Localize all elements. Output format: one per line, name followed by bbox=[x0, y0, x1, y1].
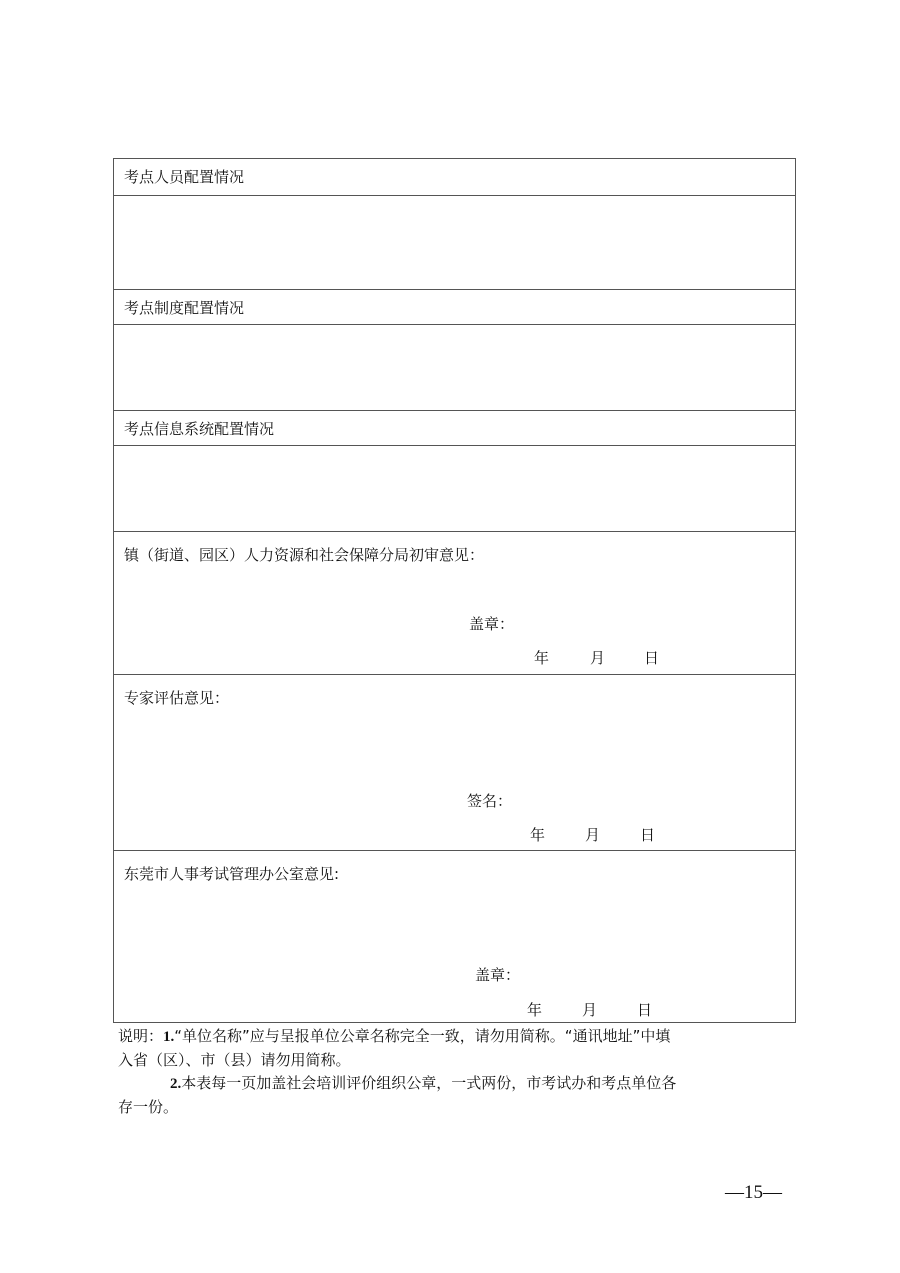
opinion-label-expert: 专家评估意见： bbox=[124, 689, 230, 707]
opinion-block-exam-office bbox=[114, 850, 795, 1022]
note-1-text-line-1: “单位名称”应与呈报单位公章名称完全一致，请勿用简称。“通讯地址”中填 bbox=[174, 1027, 671, 1045]
section-header-info-system bbox=[114, 410, 795, 445]
section-label-regulations: 考点制度配置情况 bbox=[124, 299, 245, 317]
note-1-number: 1. bbox=[163, 1029, 175, 1045]
note-2-line-1 bbox=[118, 1072, 794, 1096]
notes-prefix: 说明： bbox=[118, 1027, 164, 1045]
note-2-text-line-1: 本表每一页加盖社会培训评价组织公章，一式两份，市考试办和考点单位各 bbox=[181, 1074, 677, 1092]
note-2-text-line-2: 存一份。 bbox=[118, 1098, 179, 1116]
opinion-label-exam-office: 东莞市人事考试管理办公室意见: bbox=[124, 865, 340, 883]
note-1-line-2 bbox=[118, 1049, 794, 1072]
date-month-label: 月 bbox=[582, 1001, 598, 1019]
date-month-label: 月 bbox=[590, 649, 606, 667]
section-body-info-system[interactable] bbox=[114, 445, 795, 531]
stamp-label: 盖章： bbox=[475, 966, 521, 984]
note-2-number: 2. bbox=[170, 1076, 182, 1092]
opinion-block-district-bureau bbox=[114, 531, 795, 674]
opinion-block-expert bbox=[114, 674, 795, 850]
date-day-label: 日 bbox=[637, 1001, 653, 1019]
section-label-personnel: 考点人员配置情况 bbox=[124, 168, 245, 186]
note-1-text-line-2: 入省（区）、市（县）请勿用简称。 bbox=[118, 1051, 351, 1069]
section-header-regulations bbox=[114, 289, 795, 324]
date-day-label: 日 bbox=[644, 649, 660, 667]
section-label-info-system: 考点信息系统配置情况 bbox=[124, 420, 275, 438]
date-month-label: 月 bbox=[585, 826, 601, 844]
page-number: —15— bbox=[725, 1182, 782, 1203]
note-1-line-1 bbox=[118, 1025, 794, 1049]
date-day-label: 日 bbox=[640, 826, 656, 844]
section-body-regulations[interactable] bbox=[114, 324, 795, 410]
note-2-line-2 bbox=[118, 1096, 794, 1119]
date-year-label: 年 bbox=[527, 1001, 543, 1019]
section-header-personnel bbox=[114, 159, 795, 195]
date-year-label: 年 bbox=[530, 826, 546, 844]
section-body-personnel[interactable] bbox=[114, 195, 795, 289]
opinion-label-district-bureau: 镇（街道、园区）人力资源和社会保障分局初审意见： bbox=[124, 546, 485, 564]
form-notes bbox=[118, 1025, 794, 1119]
signature-label: 签名： bbox=[467, 792, 513, 810]
application-form-table bbox=[113, 158, 796, 1023]
date-year-label: 年 bbox=[534, 649, 550, 667]
stamp-label: 盖章： bbox=[469, 615, 515, 633]
